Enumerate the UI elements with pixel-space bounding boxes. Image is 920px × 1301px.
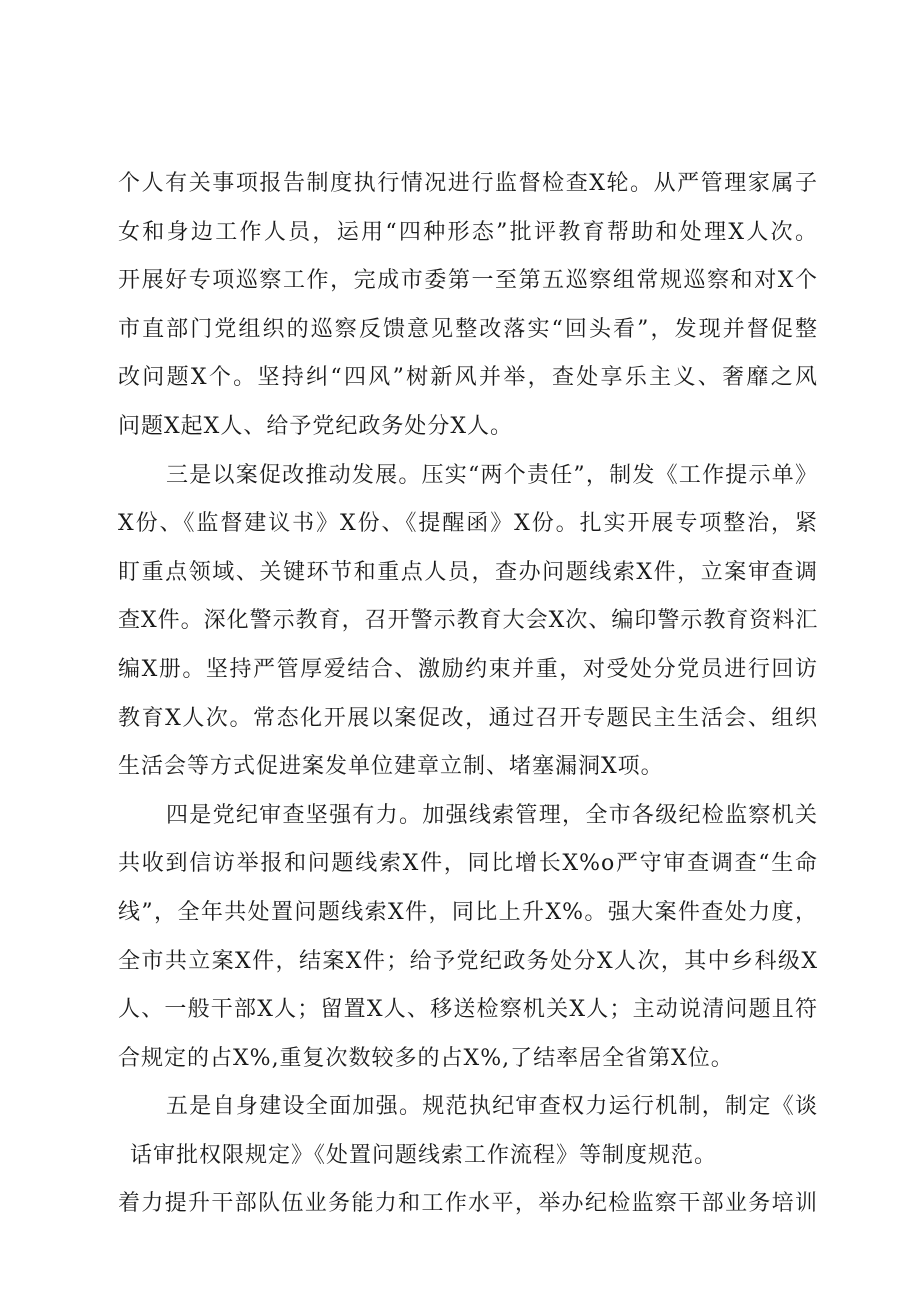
text-line: 盯重点领域、关键环节和重点人员，查办问题线索X件，立案审查调 xyxy=(118,559,818,585)
text-line: 全市共立案X件，结案X件；给予党纪政务处分X人次，其中乡科级X xyxy=(118,948,818,974)
text-line: 四是党纪审查坚强有力。加强线索管理，全市各级纪检监察机关 xyxy=(166,802,818,828)
text-line: 查X件。深化警示教育，召开警示教育大会X次、编印警示教育资料汇 xyxy=(118,608,819,634)
text-line: 生活会等方式促进案发单位建章立制、堵塞漏洞X项。 xyxy=(118,754,664,780)
text-line: 开展好专项巡察工作，完成市委第一至第五巡察组常规巡察和对X个 xyxy=(118,268,818,294)
text-line: 市直部门党组织的巡察反馈意见整改落实“回头看”，发现并督促整 xyxy=(118,316,818,342)
paragraph-discipline-review xyxy=(118,792,818,1084)
text-line: 改问题X个。坚持纠“四风”树新风并举，查处享乐主义、奢靡之风 xyxy=(118,365,818,391)
text-line: 三是以案促改推动发展。压实“两个责任”，制发《工作提示单》 xyxy=(166,462,818,488)
text-line: X份、《监督建议书》X份、《提醒函》X份。扎实开展专项整治，紧 xyxy=(118,511,818,537)
text-line: 女和身边工作人员，运用“四种形态”批评教育帮助和处理X人次。 xyxy=(118,219,818,245)
text-line: 人、一般干部X人；留置X人、移送检察机关X人；主动说清问题且符 xyxy=(118,997,818,1023)
paragraph-self-construction xyxy=(118,1083,818,1229)
text-line: 共收到信访举报和问题线索X件，同比增长X%o严守审查调查“生命 xyxy=(118,851,818,877)
text-line: 线”，全年共处置问题线索X件，同比上升X%。强大案件查处力度， xyxy=(118,899,818,925)
paragraph-supervision xyxy=(118,160,818,452)
text-line: 问题X起X人、给予党纪政务处分X人。 xyxy=(118,413,513,439)
text-line: 个人有关事项报告制度执行情况进行监督检查X轮。从严管理家属子 xyxy=(118,171,818,196)
text-line: 编X册。坚持严管厚爱结合、激励约束并重，对受处分党员进行回访 xyxy=(118,656,818,682)
text-line: 话审批权限规定》《处置问题线索工作流程》等制度规范。 xyxy=(130,1142,718,1168)
text-line: 教育X人次。常态化开展以案促改，通过召开专题民主生活会、组织 xyxy=(118,705,818,731)
text-line: 五是自身建设全面加强。规范执纪审查权力运行机制，制定《谈 xyxy=(166,1094,818,1120)
paragraph-case-reform xyxy=(118,452,818,792)
text-line: 着力提升干部队伍业务能力和工作水平，举办纪检监察干部业务培训 xyxy=(118,1191,818,1217)
document-body xyxy=(118,160,818,1229)
text-line: 合规定的占X%,重复次数较多的占X%,了结率居全省第X位。 xyxy=(118,1045,734,1071)
